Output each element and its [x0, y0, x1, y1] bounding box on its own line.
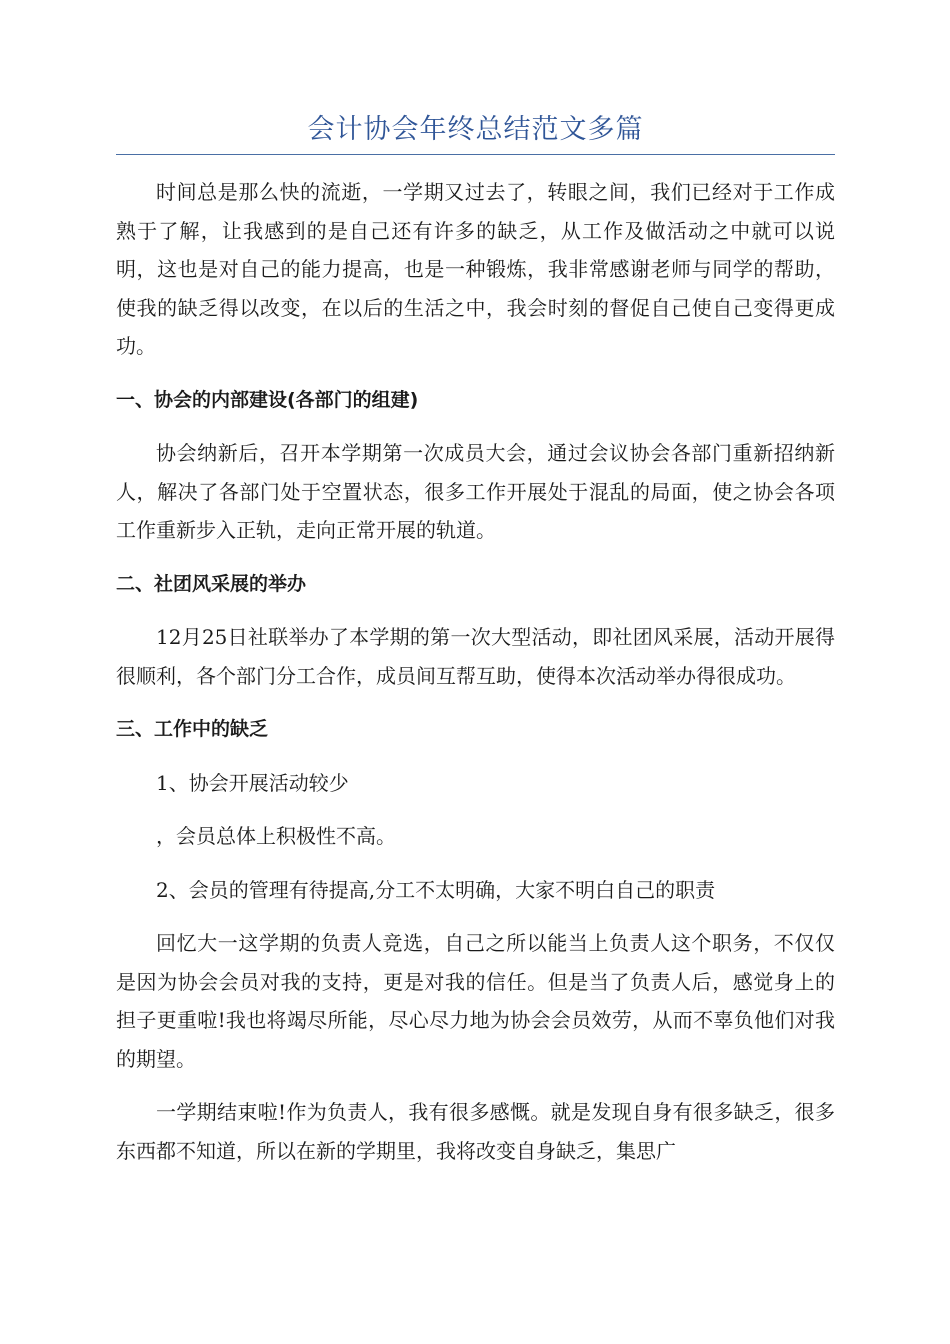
title-block — [116, 112, 835, 155]
section-3-paragraph-1: 回忆大一这学期的负责人竞选，自己之所以能当上负责人这个职务，不仅仅是因为协会会员对我的支持，更是对我的信任。但是当了负责人后，感觉身上的担子更重啦!我也将竭尽所能，尽心尽力地为协会会员效劳，从而不辜负他们对我的期望。 — [116, 931, 835, 1071]
section-1-paragraph: 协会纳新后，召开本学期第一次成员大会，通过会议协会各部门重新招纳新人，解决了各部门处于空置状态，很多工作开展处于混乱的局面，使之协会各项工作重新步入正轨，走向正常开展的轨道。 — [116, 441, 835, 542]
section-3-item-2: 2、会员的管理有待提高,分工不太明确，大家不明白自己的职责 — [156, 877, 716, 902]
section-3-item-1-continued: ，会员总体上积极性不高。 — [156, 824, 396, 848]
section-3-item-1: 1、协会开展活动较少 — [156, 770, 349, 795]
intro-paragraph: 时间总是那么快的流逝，一学期又过去了，转眼之间，我们已经对于工作成熟于了解，让我感到的是自己还有许多的缺乏，从工作及做活动之中就可以说明，这也是对自己的能力提高，也是一种锻炼，我非常感谢老师与同学的帮助，使我的缺乏得以改变，在以后的生活之中，我会时刻的督促自己使自己变得更成功。 — [116, 180, 835, 358]
document-title: 会计协会年终总结范文多篇 — [307, 114, 644, 145]
section-3-paragraph-2: 一学期结束啦!作为负责人，我有很多感慨。就是发现自身有很多缺乏，很多东西都不知道，所以在新的学期里，我将改变自身缺乏，集思广 — [116, 1100, 835, 1163]
section-3-heading: 三、工作中的缺乏 — [116, 718, 269, 740]
section-2-heading: 二、社团风采展的举办 — [116, 572, 307, 595]
document-body — [116, 173, 835, 1170]
section-2-paragraph: 12月25日社联举办了本学期的第一次大型活动，即社团风采展，活动开展得很顺利，各个部门分工合作，成员间互帮互助，使得本次活动举办得很成功。 — [116, 625, 835, 688]
section-1-heading: 一、协会的内部建设(各部门的组建) — [116, 388, 419, 411]
